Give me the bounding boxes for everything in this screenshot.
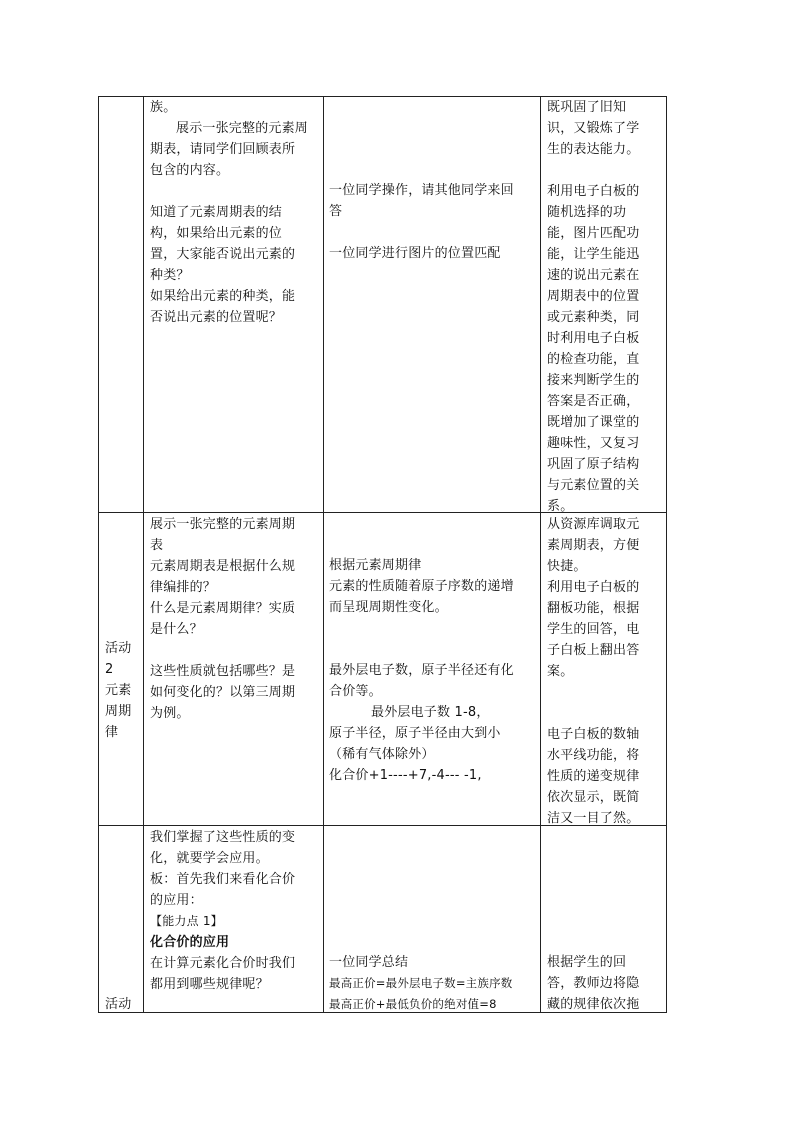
column-divider-2 xyxy=(323,96,324,1013)
text-line: 依次显示，既简 xyxy=(547,790,640,805)
text-line: 根据元素周期律 xyxy=(329,558,422,573)
text-line: 最外层电子数 1-8， xyxy=(371,705,490,720)
text-line: 快捷。 xyxy=(547,559,587,574)
row3-design-intent-cell xyxy=(547,952,639,1015)
text-line: 周期表中的位置 xyxy=(547,289,640,304)
row3-activity-label-cell xyxy=(105,994,131,1015)
text-line: 如果给出元素的种类，能 xyxy=(150,289,296,304)
text-line: 元素的性质随着原子序数的递增 xyxy=(329,579,514,594)
text-line: 周期 xyxy=(105,704,132,719)
text-line: 元素周期表是根据什么规 xyxy=(150,559,296,574)
row2-activity-label-cell xyxy=(105,638,131,743)
section-heading: 化合价的应用 xyxy=(150,935,230,950)
text-line: 表 xyxy=(150,538,164,553)
text-line: 构，如果给出元素的位 xyxy=(150,226,283,241)
text-line: 一位同学进行图片的位置匹配 xyxy=(329,246,501,261)
text-line: 学生的回答，电 xyxy=(547,622,640,637)
text-line: 速的说出元素在 xyxy=(547,268,640,283)
text-line: 洁又一目了然。 xyxy=(547,811,640,826)
text-line: 趣味性，又复习 xyxy=(547,436,640,451)
text-line: 是什么？ xyxy=(150,622,203,637)
text-line: 水平线功能，将 xyxy=(547,748,640,763)
text-line: 既巩固了旧知 xyxy=(547,100,627,115)
text-line: 化合价+1----+7,-4--- -1, xyxy=(329,768,482,783)
text-line: 电子白板的数轴 xyxy=(547,727,640,742)
row1-student-activity-cell xyxy=(329,180,514,264)
table-border-right xyxy=(666,96,667,1013)
text-line: 一位同学总结 xyxy=(329,955,409,970)
text-line: 与元素位置的关 xyxy=(547,478,640,493)
text-line: 性质的递变规律 xyxy=(547,769,640,784)
text-line: 我们掌握了这些性质的变 xyxy=(150,830,296,845)
column-divider-1 xyxy=(143,96,144,1013)
text-line: 答，教师边将隐 xyxy=(547,976,640,991)
table-border-left xyxy=(98,96,99,1013)
text-line: 化，就要学会应用。 xyxy=(150,851,269,866)
text-line: 能，让学生能迅 xyxy=(547,247,640,262)
text-line: 族。 xyxy=(150,100,177,115)
text-line: 知道了元素周期表的结 xyxy=(150,205,283,220)
text-line: 子白板上翻出答 xyxy=(547,643,640,658)
text-line: 都用到哪些规律呢？ xyxy=(150,977,269,992)
text-line: 如何变化的？以第三周期 xyxy=(150,685,296,700)
text-line: 能，图片匹配功 xyxy=(547,226,640,241)
text-line: （稀有气体除外） xyxy=(329,747,435,762)
text-line: 素周期表，方便 xyxy=(547,538,640,553)
text-line: 答案是否正确， xyxy=(547,394,640,409)
row3-student-activity-cell xyxy=(329,952,512,1015)
text-line: 否说出元素的位置呢？ xyxy=(150,310,283,325)
text-line: 接来判断学生的 xyxy=(547,373,640,388)
text-line: 活动 xyxy=(105,641,132,656)
text-line: 利用电子白板的 xyxy=(547,184,640,199)
text-line: 一位同学操作，请其他同学来回 xyxy=(329,183,514,198)
text-line: 最外层电子数，原子半径还有化 xyxy=(329,663,514,678)
row1-design-intent-cell xyxy=(547,97,639,517)
text-line: 利用电子白板的 xyxy=(547,580,640,595)
text-line: 板：首先我们来看化合价 xyxy=(150,872,296,887)
text-line: 种类？ xyxy=(150,268,190,283)
row2-design-intent-cell xyxy=(547,514,639,829)
text-line: 在计算元素化合价时我们 xyxy=(150,956,296,971)
text-line: 展示一张完整的元素周期 xyxy=(150,517,296,532)
text-line: 答 xyxy=(329,204,343,219)
row2-teacher-activity-cell xyxy=(150,514,295,724)
text-line: 律 xyxy=(105,725,119,740)
text-line: 的应用： xyxy=(150,893,203,908)
text-line: 最高正价+最低负价的绝对值=8 xyxy=(329,997,497,1011)
row1-teacher-activity-cell xyxy=(150,97,308,328)
text-line: 巩固了原子结构 xyxy=(547,457,640,472)
text-line: 生的表达能力。 xyxy=(547,142,640,157)
text-line: 活动 xyxy=(105,997,132,1012)
text-line: 2 xyxy=(105,662,114,677)
column-divider-3 xyxy=(540,96,541,1013)
text-line: 系。 xyxy=(547,499,574,514)
text-line: 案。 xyxy=(547,664,574,679)
text-line: 包含的内容。 xyxy=(150,163,230,178)
text-line: 藏的规律依次拖 xyxy=(547,997,640,1012)
text-line: 置，大家能否说出元素的 xyxy=(150,247,296,262)
text-line: 律编排的？ xyxy=(150,580,217,595)
text-line: 从资源库调取元 xyxy=(547,517,640,532)
text-line: 根据学生的回 xyxy=(547,955,627,970)
row2-student-activity-cell xyxy=(329,555,514,786)
text-line: 元素 xyxy=(105,683,132,698)
text-line: 时利用电子白板 xyxy=(547,331,640,346)
text-line: 随机选择的功 xyxy=(547,205,627,220)
text-line: 的检查功能，直 xyxy=(547,352,640,367)
ability-point-label: 【能力点 1】 xyxy=(150,914,223,928)
text-line: 为例。 xyxy=(150,706,190,721)
text-line: 原子半径，原子半径由大到小 xyxy=(329,726,501,741)
text-line: 而呈现周期性变化。 xyxy=(329,600,448,615)
text-line: 什么是元素周期律？实质 xyxy=(150,601,296,616)
text-line: 最高正价=最外层电子数=主族序数 xyxy=(329,976,513,990)
text-line: 展示一张完整的元素周 xyxy=(176,121,309,136)
text-line: 识，又锻炼了学 xyxy=(547,121,640,136)
row3-teacher-activity-cell xyxy=(150,827,295,995)
text-line: 期表，请同学们回顾表所 xyxy=(150,142,296,157)
text-line: 或元素种类，同 xyxy=(547,310,640,325)
text-line: 合价等。 xyxy=(329,684,382,699)
text-line: 既增加了课堂的 xyxy=(547,415,640,430)
text-line: 这些性质就包括哪些？是 xyxy=(150,664,296,679)
text-line: 翻板功能，根据 xyxy=(547,601,640,616)
